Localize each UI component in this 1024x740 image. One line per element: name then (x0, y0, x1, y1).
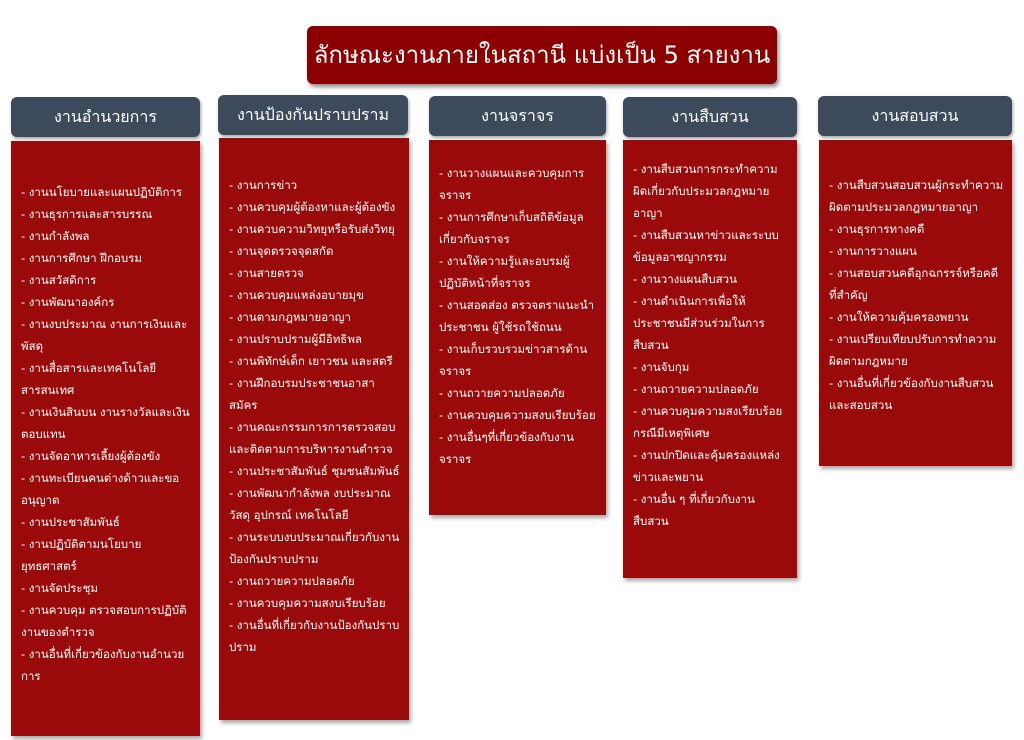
list-item: - งานควบความวิทยุหรือรับส่งวิทยุ (229, 222, 395, 236)
column-heading-crime-prevention: งานป้องกันปราบปราม (218, 95, 408, 135)
list-item: - งานประชาสัมพันธ์ (21, 515, 120, 529)
list-item: - งานการวางแผน (829, 244, 917, 258)
column-heading-traffic: งานจราจร (429, 96, 606, 136)
column-body-traffic (429, 140, 606, 515)
list-item: - งานถวายความปลอดภัย (439, 386, 565, 400)
list-item: - งานสอบสวนคดีอุกฉกรรจ์หรือคดีที่สำคัญ (829, 266, 999, 302)
list-item: - งานควบคุมความสงบเรียบร้อย (229, 596, 386, 610)
list-item: - งานอื่นที่เกี่ยวข้องกับงานสืบสวนและสอบสวน (829, 376, 994, 412)
list-item: - งานสอดส่อง ตรวจตราแนะนำประชาชน ผู้ใช้รถใช้ถนน (439, 298, 595, 334)
list-item: - งานสายตรวจ (229, 266, 304, 280)
list-item: - งานทะเบียนคนต่างด้าวและขออนุญาต (21, 471, 180, 507)
list-item: - งานปฏิบัติตามนโยบายยุทธศาสตร์ (21, 537, 142, 573)
list-item: - งานจัดประชุม (21, 581, 98, 595)
list-item: - งานให้ความรู้และอบรมผู้ปฏิบัติหน้าที่จราจร (439, 254, 570, 290)
list-item: - งานปราบปรามผู้มีอิทธิพล (229, 332, 362, 346)
column-body-crime-prevention (219, 138, 409, 720)
list-item: - งานสืบสวนหาข่าวและระบบข้อมูลอาชญากรรม (633, 228, 779, 264)
list-item: - งานพัฒนาองค์กร (21, 295, 115, 309)
list-item: - งานพิทักษ์เด็ก เยาวชน และสตรี (229, 354, 393, 368)
list-item: - งานคณะกรรมการการตรวจสอบและติดตามการบริหารงานตำรวจ (229, 420, 396, 456)
column-body-administration (11, 141, 200, 736)
list-item: - งานประชาสัมพันธ์ ชุมชนสัมพันธ์ (229, 464, 400, 478)
list-item: - งานวางแผนและควบคุมการจราจร (439, 166, 585, 202)
list-item: - งานอื่นๆที่เกี่ยวข้องกับงานจราจร (439, 430, 574, 466)
column-heading-interrogation: งานสอบสวน (818, 96, 1012, 136)
list-item: - งานจับกุม (633, 360, 690, 374)
list-item: - งานถวายความปลอดภัย (229, 574, 355, 588)
column-body-interrogation (819, 140, 1012, 466)
list-item: - งานเงินสินบน งานรางวัลและเงินตอบแทน (21, 405, 190, 441)
column-body-investigation (623, 140, 797, 578)
list-item: - งานอื่นที่เกี่ยวกับงานป้องกันปราบปราม (229, 618, 400, 654)
list-item: - งานอื่น ๆ ที่เกี่ยวกับงานสืบสวน (633, 492, 755, 528)
column-heading-administration: งานอำนวยการ (11, 97, 200, 137)
list-item: - งานอื่นที่เกี่ยวข้องกับงานอำนวยการ (21, 647, 185, 683)
list-item: - งานฝึกอบรมประชาชนอาสาสมัคร (229, 376, 375, 412)
list-item: - งานดำเนินการเพื่อให้ประชาชนมีส่วนร่วมในการสืบสวน (633, 294, 765, 352)
item-list (633, 158, 789, 532)
column-heading-investigation: งานสืบสวน (623, 97, 797, 137)
list-item: - งานการศึกษาเก็บสถิติข้อมูลเกี่ยวกับจราจร (439, 210, 584, 246)
list-item: - งานกำลังพล (21, 229, 90, 243)
list-item: - งานควบคุมแหล่งอบายมุข (229, 288, 364, 302)
list-item: - งานธุรการทางคดี (829, 222, 925, 236)
list-item: - งานนโยบายและแผนปฏิบัติการ (21, 185, 183, 199)
list-item: - งานควบคุมความสงบเรียบร้อย (439, 408, 596, 422)
list-item: - งานปกปิดและคุ้มครองแหล่งข่าวและพยาน (633, 448, 780, 484)
list-item: - งานเปรียบเทียบปรับการทำความผิดตามกฎหมาย (829, 332, 997, 368)
list-item: - งานสืบสวนการกระทำความผิดเกี่ยวกับประมวลกฎหมายอาญา (633, 162, 778, 220)
list-item: - งานจัดอาหารเลี้ยงผู้ต้องขัง (21, 449, 161, 463)
list-item: - งานจุดตรวจจุดสกัด (229, 244, 334, 258)
list-item: - งานสวัสดิการ (21, 273, 97, 287)
list-item: - งานงบประมาณ งานการเงินและพัสดุ (21, 317, 188, 353)
list-item: - งานพัฒนากำลังพล งบประมาณ วัสดุ อุปกรณ์ เทคโนโลยี (229, 486, 391, 522)
list-item: - งานควบคุมผู้ต้องหาและผู้ต้องขัง (229, 200, 396, 214)
list-item: - งานควบคุมความสงเรียบร้อยกรณีมีเหตุพิเศษ (633, 404, 783, 440)
list-item: - งานเก็บรวบรวมข่าวสารด้านจราจร (439, 342, 588, 378)
list-item: - งานวางแผนสืบสวน (633, 272, 737, 286)
item-list (21, 181, 192, 687)
list-item: - งานถวายความปลอดภัย (633, 382, 759, 396)
item-list (229, 174, 401, 658)
list-item: - งานการศึกษา ฝึกอบรม (21, 251, 142, 265)
list-item: - งานธุรการและสารบรรณ (21, 207, 153, 221)
list-item: - งานตามกฎหมายอาญา (229, 310, 351, 324)
diagram-title: ลักษณะงานภายในสถานี แบ่งเป็น 5 สายงาน (307, 26, 777, 84)
item-list (829, 174, 1004, 416)
list-item: - งานให้ความคุ้มครองพยาน (829, 310, 969, 324)
list-item: - งานระบบงบประมาณเกี่ยวกับงานป้องกันปราบปราม (229, 530, 400, 566)
list-item: - งานสืบสวนสอบสวนผู้กระทำความผิดตามประมวลกฎหมายอาญา (829, 178, 1004, 214)
list-item: - งานการข่าว (229, 178, 298, 192)
item-list (439, 162, 598, 470)
list-item: - งานควบคุม ตรวจสอบการปฏิบัติงานของตำรวจ (21, 603, 187, 639)
list-item: - งานสื่อสารและเทคโนโลยีสารสนเทศ (21, 361, 157, 397)
